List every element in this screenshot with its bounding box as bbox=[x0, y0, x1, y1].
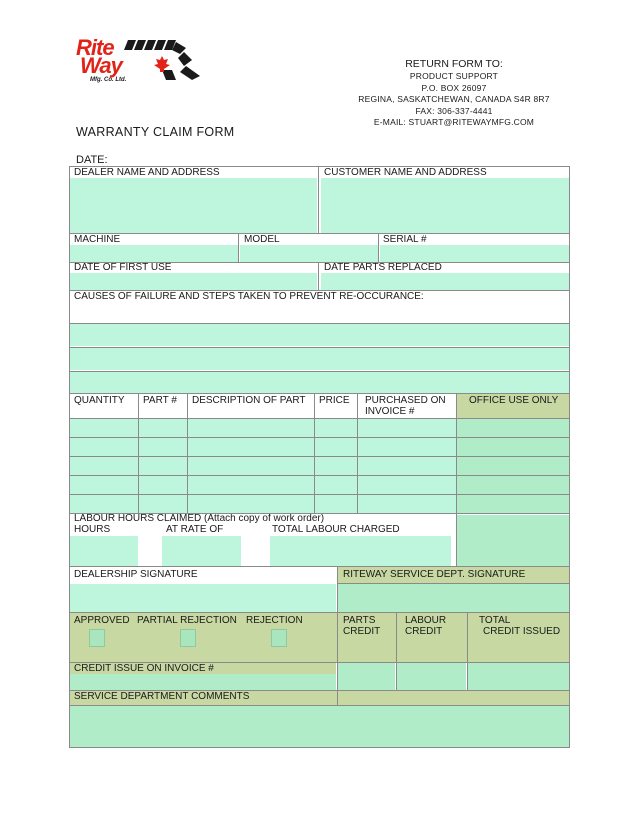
labour-credit-label-2: CREDIT bbox=[405, 626, 443, 637]
parts-credit-label-1: PARTS bbox=[343, 615, 376, 626]
return-line-2: P.O. BOX 26097 bbox=[421, 82, 487, 93]
col-quantity: QUANTITY bbox=[74, 395, 125, 406]
total-labour-label: TOTAL LABOUR CHARGED bbox=[272, 524, 400, 535]
machine-label: MACHINE bbox=[74, 234, 121, 245]
riteway-signature-label: RITEWAY SERVICE DEPT. SIGNATURE bbox=[343, 569, 526, 580]
total-credit-label-1: TOTAL bbox=[479, 615, 511, 626]
first-use-label: DATE OF FIRST USE bbox=[74, 262, 172, 273]
col-part-number: PART # bbox=[143, 395, 177, 406]
labour-credit-label-1: LABOUR bbox=[405, 615, 447, 626]
return-line-5: E-MAIL: STUART@RITEWAYMFG.COM bbox=[373, 117, 535, 127]
service-comments-label: SERVICE DEPARTMENT COMMENTS bbox=[74, 691, 250, 702]
col-purchased-2: INVOICE # bbox=[365, 406, 415, 417]
return-line-4: FAX: 306-337-4441 bbox=[415, 105, 493, 116]
return-line-3: REGINA, SASKATCHEWAN, CANADA S4R 8R7 bbox=[358, 94, 550, 104]
labour-label: LABOUR HOURS CLAIMED (Attach copy of work order) bbox=[74, 513, 325, 524]
approved-label: APPROVED bbox=[74, 615, 130, 626]
brand-rite: Rite bbox=[76, 35, 114, 60]
return-title: RETURN FORM TO: bbox=[405, 58, 503, 70]
customer-label: CUSTOMER NAME AND ADDRESS bbox=[324, 167, 487, 178]
credit-invoice-label: CREDIT ISSUE ON INVOICE # bbox=[74, 663, 214, 674]
parts-credit-label-2: CREDIT bbox=[343, 626, 381, 637]
parts-replaced-label: DATE PARTS REPLACED bbox=[324, 262, 442, 273]
rate-label: AT RATE OF bbox=[166, 524, 224, 535]
hours-label: HOURS bbox=[74, 524, 111, 535]
col-price: PRICE bbox=[319, 395, 350, 406]
causes-label: CAUSES OF FAILURE AND STEPS TAKEN TO PREVENT RE-OCCURANCE: bbox=[74, 291, 424, 302]
model-label: MODEL bbox=[244, 234, 280, 245]
col-description: DESCRIPTION OF PART bbox=[192, 395, 306, 406]
col-purchased-1: PURCHASED ON bbox=[365, 395, 446, 406]
return-line-1: PRODUCT SUPPORT bbox=[409, 71, 499, 81]
rejection-label: REJECTION bbox=[246, 615, 303, 626]
form-title: WARRANTY CLAIM FORM bbox=[76, 125, 235, 139]
brand-sub: Mfg. Co. Ltd. bbox=[90, 77, 127, 83]
brand-way: Way bbox=[80, 53, 122, 78]
serial-label: SERIAL # bbox=[383, 234, 427, 245]
total-credit-label-2: CREDIT ISSUED bbox=[483, 626, 561, 637]
col-office-use: OFFICE USE ONLY bbox=[469, 395, 559, 406]
date-label: DATE: bbox=[76, 154, 108, 166]
dealer-label: DEALER NAME AND ADDRESS bbox=[74, 167, 220, 178]
partial-rejection-label: PARTIAL REJECTION bbox=[137, 615, 237, 626]
dealer-signature-label: DEALERSHIP SIGNATURE bbox=[74, 569, 198, 580]
